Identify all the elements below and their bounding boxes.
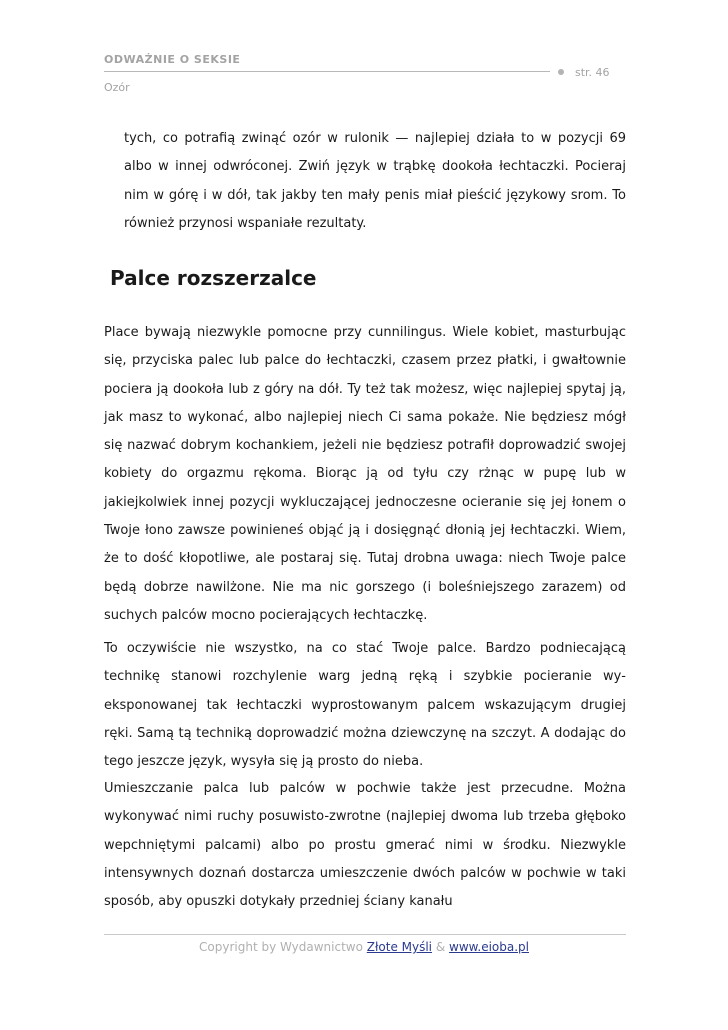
section-heading: Palce rozszerzalce	[110, 266, 317, 290]
publisher-link[interactable]: Złote Myśli	[366, 940, 433, 954]
copyright-text: Copyright by Wydawnictwo	[199, 940, 363, 954]
header-bullet-icon	[558, 69, 564, 75]
header-book-title: ODWAŻNIE O SEKSIE	[104, 53, 241, 66]
body-paragraph-3: Umieszczanie palca lub palców w pochwie także jest przecudne. Można wykonywać nimi ruchy posuwisto-zwrotne (najlepiej dwoma lub trzeba głęboko wepchniętymi palcami) albo po prostu gmerać nimi w środku. Niezwykle intensywnych doznań dostarcza umieszczenie dwóch palców w pochwie w taki sposób, aby opuszki dotykały przedniej ściany kanału	[104, 781, 626, 910]
header-chapter: Ozór	[104, 81, 130, 94]
site-link[interactable]: www.eioba.pl	[449, 940, 529, 954]
footer	[0, 940, 728, 954]
footer-rule	[104, 934, 626, 935]
page-number: str. 46	[575, 66, 610, 79]
header-rule	[104, 71, 550, 72]
footer-separator: &	[435, 940, 446, 954]
body-paragraph-1: Place bywają niezwykle pomocne przy cunnilingus. Wiele kobiet, masturbując się, przyciska palec lub palce do łechtaczki, czasem przez płatki, i gwałtownie pociera ją dookoła lub z góry na dół. Ty też tak możesz, więc najlepiej spytaj ją, jak masz to wykonać, albo najlepiej niech Ci sama pokaże. Nie będziesz mógł się nazwać dobrym kochankiem, jeżeli nie będziesz potrafił doprowadzić swojej kobiety do orgazmu rękoma. Biorąc ją od tyłu czy rżnąc w pupę lub w jakiejkolwiek innej pozycji wykluczającej jednoczesne ocieranie się jej łonem o Twoje łono zawsze powinieneś objąć ją i dosięgnąć dłonią jej łechtaczki. Wiem, że to dość kłopotliwe, ale postaraj się. Tutaj drobna uwaga: niech Twoje palce będą dobrze nawilżone. Nie ma nic gorszego (i boleśniejszego zarazem) od suchych palców mocno pocierających łechtaczkę.	[104, 325, 626, 623]
body-paragraph-2: To oczywiście nie wszystko, na co stać Twoje palce. Bardzo podniecającą technikę stanowi rozchylenie warg jedną ręką i szybkie pocieranie wyeksponowanej tak łechtaczki wyprostowanym palcem wskazującym drugiej ręki. Samą tą techniką doprowadzić można dziewczynę na szczyt. A dodając do tego jeszcze język, wysyła się ją prosto do nieba.	[104, 641, 626, 770]
quote-paragraph: tych, co potrafią zwinąć ozór w rulonik — najlepiej działa to w pozycji 69 albo w innej odwróconej. Zwiń język w trąbkę dookoła łechtaczki. Pocieraj nim w górę i w dół, tak jakby ten mały penis miał pieścić językowy srom. To również przynosi wspaniałe rezultaty.	[124, 131, 626, 231]
